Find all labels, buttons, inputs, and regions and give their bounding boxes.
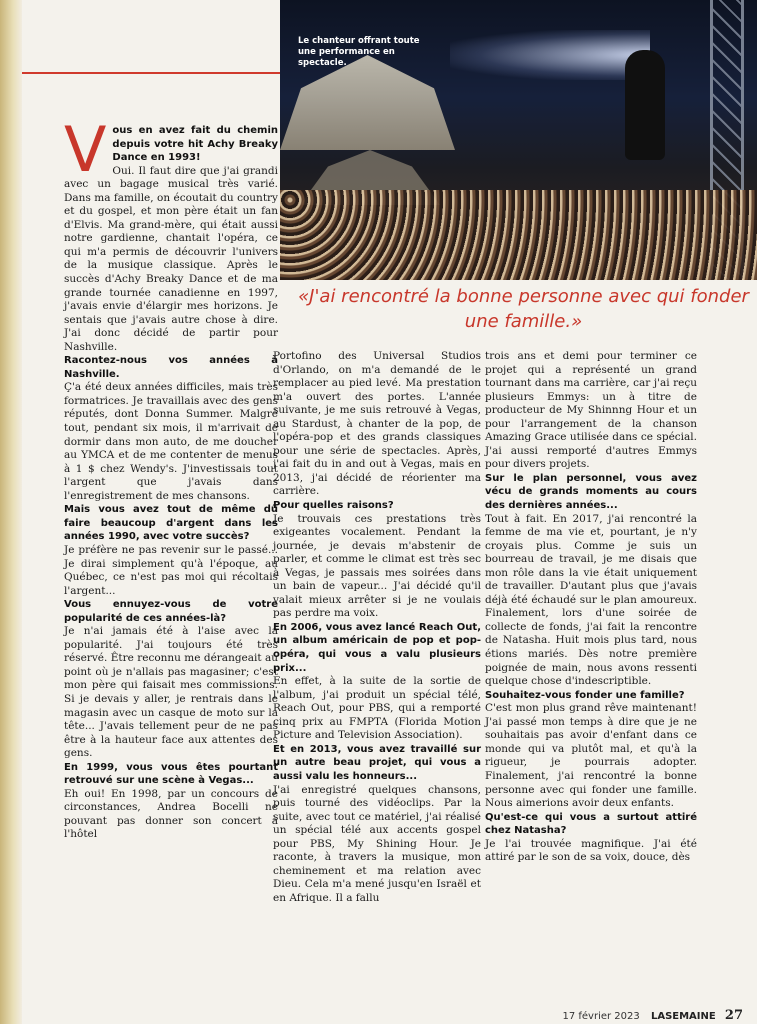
- magazine-page: [22, 0, 757, 1024]
- intro-paragraph: [64, 113, 278, 186]
- page-spine: [0, 0, 22, 1024]
- singer-silhouette: [625, 50, 665, 160]
- crowd: [280, 190, 757, 280]
- interview-question: Sur le plan personnel, vous avez vécu de grands moments au cours des dernières années...: [485, 472, 697, 512]
- text-column-1: [64, 113, 278, 842]
- photo-caption: Le chanteur offrant toute une performance en spectacle.: [298, 36, 420, 68]
- interview-answer: Je l'ai trouvée magnifique. J'ai été attiré par le son de sa voix, douce, dès: [485, 837, 697, 864]
- interview-answer: trois ans et demi pour terminer ce projet qui a représenté un grand tournant dans ma carrière, car j'ai reçu plusieurs Emmys: un à titre de producteur de My Shinnng Hour et un pour l'arrangement de la chanson Amazing Grace utilisée dans ce spécial. J'ai aussi remporté d'autres Emmys pour divers projets.: [485, 350, 697, 471]
- page-footer: [562, 1008, 743, 1023]
- accent-rule: [22, 72, 280, 74]
- interview-question: Mais vous avez tout de même dû faire beaucoup d'argent dans les années 1990, avec votre succès?: [64, 504, 278, 543]
- intro-question: ous en avez fait du chemin depuis votre hit Achy Breaky Dance en 1993!: [112, 125, 278, 164]
- interview-question: Et en 2013, vous avez travaillé sur un autre beau projet, qui vous a aussi valu les honneurs...: [273, 743, 481, 782]
- text-column-3: [485, 350, 697, 865]
- magazine-brand: LASEMAINE: [650, 1011, 716, 1022]
- interview-answer: Tout à fait. En 2017, j'ai rencontré la femme de ma vie et, pourtant, je n'y croyais plus. Comme je suis un bourreau de travail, je me disais que mon rôle dans la vie était uniquement de travailler. D'autant plus que j'avais déjà été échaudé sur le plan amoureux. Finalement, lors d'une soirée de collecte de fonds, j'ai fait la rencontre de Natasha. Huit mois plus tard, nous étions mariés. Dès notre première poignée de main, nous avons ressenti quelque chose d'indescriptible.: [485, 512, 697, 688]
- drop-cap: V: [64, 113, 107, 186]
- page-number: 27: [724, 1008, 743, 1023]
- interview-answer: En effet, à la suite de la sortie de l'album, j'ai produit un spécial télé, Reach Out, pour PBS, qui a remporté cinq prix au FMPTA (Florida Motion Picture and Television Association).: [273, 675, 481, 742]
- interview-answer: Portofino des Universal Studios d'Orlando, on m'a demandé de le remplacer au pied levé. Ma prestation m'a ouvert des portes. L'année suivante, je me suis retrouvé à Vegas, au Stardust, à chanter de la pop, de l'opéra-pop et des grands classiques pour une série de spectacles. Après, j'ai fait du in and out à Vegas, mais en 2013, j'ai décidé de réorienter ma carrière.: [273, 350, 481, 498]
- interview-question: Pour quelles raisons?: [273, 500, 394, 512]
- interview-question: Vous ennuyez-vous de votre popularité de ces années-là?: [64, 599, 278, 624]
- interview-question: Souhaitez-vous fonder une famille?: [485, 689, 685, 701]
- interview-answer: J'ai enregistré quelques chansons, puis tourné des vidéoclips. Par la suite, avec tout ce matériel, j'ai réalisé un spécial télé aux accents gospel pour PBS, My Shining Hour. Je raconte, à travers la musique, mon cheminement et ma relation avec Dieu. Cela m'a mené jusqu'en Israël et en Afrique. Il a fallu: [273, 783, 481, 904]
- interview-answer: Je préfère ne pas revenir sur le passé... Je dirai simplement qu'à l'époque, au Québec, ce n'est pas moi qui récoltais l'argent...: [64, 543, 278, 597]
- text-column-2: [273, 350, 481, 905]
- interview-answer: Je trouvais ces prestations très exigeantes vocalement. Pendant la journée, je devais m'abstenir de parler, et comme le climat est très sec à Vegas, je passais mes soirées dans un bain de vapeur... J'ai décidé qu'il valait mieux arrêter si je ne voulais pas perdre ma voix.: [273, 512, 481, 620]
- stage-tent: [280, 55, 455, 150]
- interview-question: Racontez-nous vos années à Nashville.: [64, 355, 278, 380]
- interview-answer: Je n'ai jamais été à l'aise avec la popularité. J'ai toujours été très réservé. Être reconnu me dérangeait au point où je n'allais pas magasiner; c'est mon père qui faisait mes commissions. Si je devais y aller, je rentrais dans le magasin avec un casque de moto sur la tête... J'avais tellement peur de ne pas être à la hauteur face aux attentes des gens.: [64, 625, 278, 760]
- interview-answer: C'est mon plus grand rêve maintenant! J'ai passé mon temps à dire que je ne souhaitais pas avoir d'enfant dans ce monde qui va plutôt mal, et qu'à la rigueur, je pourrais adopter. Finalement, j'ai rencontré la bonne personne avec qui fonder une famille. Nous aimerions avoir deux enfants.: [485, 702, 697, 810]
- interview-answer: Ç'a été deux années difficiles, mais très formatrices. Je travaillais avec des gens réputés, dont Donna Summer. Malgré tout, pendant six mois, il m'arrivait de dormir dans mon auto, de me doucher au YMCA et de me contenter de menus à 1 $ chez Wendy's. J'investissais tout l'argent que j'avais dans l'enregistrement de mes chansons.: [64, 381, 278, 502]
- interview-question: Qu'est-ce qui vous a surtout attiré chez Natasha?: [485, 811, 697, 837]
- interview-question: En 1999, vous vous êtes pourtant retrouvé sur une scène à Vegas...: [64, 761, 278, 787]
- pull-quote: «J'ai rencontré la bonne personne avec qui fonder une famille.»: [298, 286, 749, 332]
- interview-answer: Oui. Il faut dire que j'ai grandi avec un bagage musical très varié. Dans ma famille, on écoutait du country et du gospel, et mon père était un fan d'Elvis. Ma grand-mère, qui était aussi notre gardienne, chantait l'opéra, ce qui m'a permis de découvrir l'univers de la musique classique. Après le succès d'Achy Breaky Dance et de ma grande tournée canadienne en 1997, j'avais envie d'élargir mes horizons. Je sentais que j'avais autre chose à dire. J'ai donc décidé de partir pour Nashville.: [64, 164, 278, 353]
- issue-date: 17 février 2023: [562, 1011, 640, 1022]
- spotlight-beam: [450, 30, 650, 80]
- interview-answer: Eh oui! En 1998, par un concours de circonstances, Andrea Bocelli ne pouvant pas donner son concert à l'hôtel: [64, 787, 278, 841]
- interview-question: En 2006, vous avez lancé Reach Out, un album américain de pop et pop-opéra, qui vous a valu plusieurs prix...: [273, 621, 481, 674]
